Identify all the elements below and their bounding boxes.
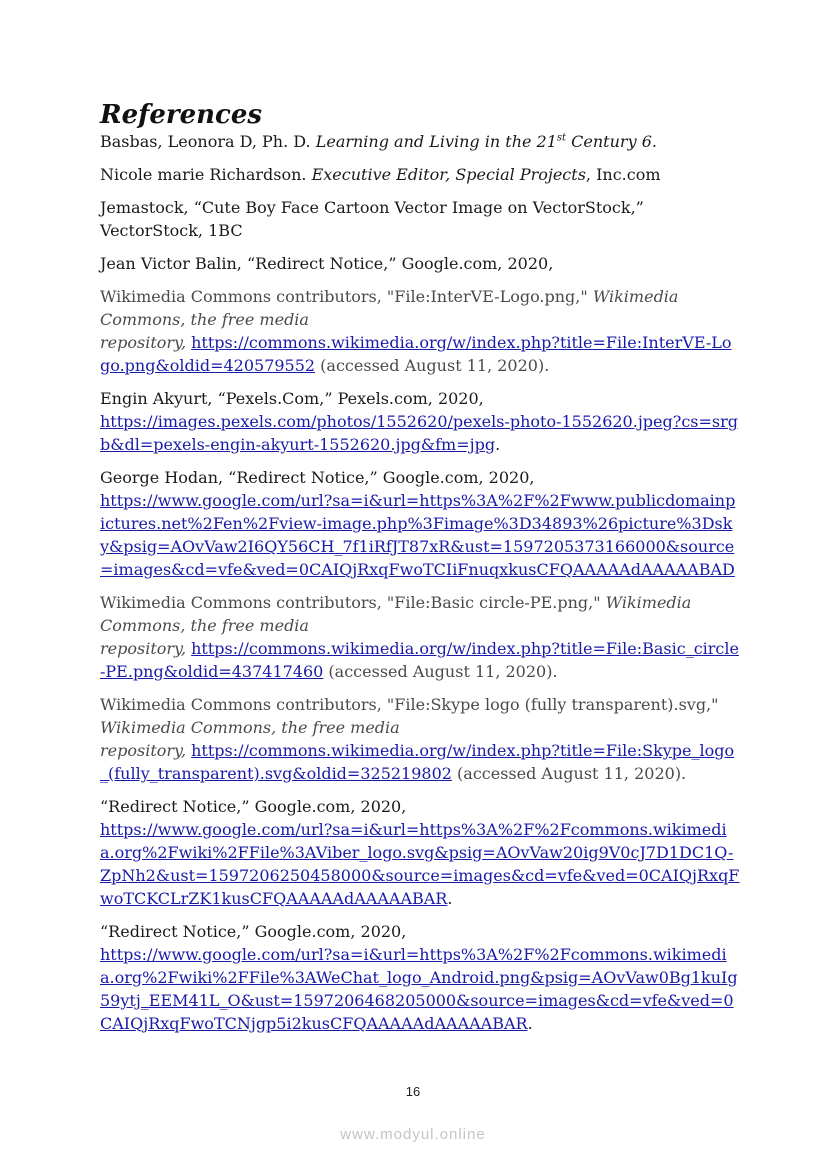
reference-item: George Hodan, “Redirect Notice,” Google.com, 2020, https://www.google.com/url?sa=i&url=https%3A%2F%2Fwww.publicdomainpictures.net%2Fen%2Fview-image.php%3Fimage%3D34893%26picture%3Dsky&psig=AOvVaw2I6QY56CH_7f1iRfJT87xR&ust=1597205373166000&source=images&cd=vfe&ved=0CAIQjRxqFwoTCIiFnuqxkusCFQAAAAAdAAAAABAD [100, 468, 736, 579]
reference-link[interactable]: https://www.google.com/url?sa=i&url=https%3A%2F%2Fwww.publicdomainpictures.net%2Fen%2Fview-image.php%3Fimage%3D34893%26picture%3Dsky&psig=AOvVaw2I6QY56CH_7f1iRfJT87xR&ust=1597205373166000&source=images&cd=vfe&ved=0CAIQjRxqFwoTCIiFnuqxkusCFQAAAAAdAAAAABAD [100, 491, 736, 579]
reference-item: “Redirect Notice,” Google.com, 2020, https://www.google.com/url?sa=i&url=https%3A%2F%2Fcommons.wikimedia.org%2Fwiki%2FFile%3AViber_logo.svg&psig=AOvVaw20ig9V0cJ7D1DC1Q-ZpNh2&ust=1597206250458000&source=images&cd=vfe&ved=0CAIQjRxqFwoTCKCLrZK1kusCFQAAAAAdAAAAABAR. [100, 797, 740, 908]
watermark: www.modyul.online [340, 1126, 486, 1143]
reference-link[interactable]: https://www.google.com/url?sa=i&url=https%3A%2F%2Fcommons.wikimedia.org%2Fwiki%2FFile%3AViber_logo.svg&psig=AOvVaw20ig9V0cJ7D1DC1Q-ZpNh2&ust=1597206250458000&source=images&cd=vfe&ved=0CAIQjRxqFwoTCKCLrZK1kusCFQAAAAAdAAAAABAR [100, 820, 740, 908]
reference-item: Nicole marie Richardson. Executive Editor, Special Projects, Inc.com [100, 165, 661, 184]
reference-item: Jemastock, “Cute Boy Face Cartoon Vector Image on VectorStock,” VectorStock, 1BC [100, 198, 644, 240]
reference-item: Engin Akyurt, “Pexels.Com,” Pexels.com, 2020, https://images.pexels.com/photos/1552620/pexels-photo-1552620.jpeg?cs=srgb&dl=pexels-engin-akyurt-1552620.jpg&fm=jpg. [100, 389, 738, 454]
reference-link[interactable]: https://commons.wikimedia.org/w/index.php?title=File:Skype_logo_(fully_transparent).svg&oldid=325219802 [100, 741, 735, 783]
reference-link[interactable]: https://commons.wikimedia.org/w/index.php?title=File:InterVE-Logo.png&oldid=420579552 [100, 333, 732, 375]
reference-item: Wikimedia Commons contributors, "File:InterVE-Logo.png," Wikimedia Commons, the free media repository, https://commons.wikimedia.org/w/index.php?title=File:InterVE-Logo.png&oldid=420579552 (accessed August 11, 2020). [100, 287, 732, 375]
reference-link[interactable]: https://commons.wikimedia.org/w/index.php?title=File:Basic_circle-PE.png&oldid=437417460 [100, 639, 739, 681]
references-heading: References [100, 100, 263, 130]
reference-item: Wikimedia Commons contributors, "File:Skype logo (fully transparent).svg," Wikimedia Commons, the free media repository, https://commons.wikimedia.org/w/index.php?title=File:Skype_logo_(fully_transparent).svg&oldid=325219802 (accessed August 11, 2020). [100, 695, 735, 783]
reference-item: “Redirect Notice,” Google.com, 2020, https://www.google.com/url?sa=i&url=https%3A%2F%2Fcommons.wikimedia.org%2Fwiki%2FFile%3AWeChat_logo_Android.png&psig=AOvVaw0Bg1kuIg59ytj_EEM41L_O&ust=1597206468205000&source=images&cd=vfe&ved=0CAIQjRxqFwoTCNjgp5i2kusCFQAAAAAdAAAAABAR. [100, 922, 738, 1033]
reference-item: Wikimedia Commons contributors, "File:Basic circle-PE.png," Wikimedia Commons, the free media repository, https://commons.wikimedia.org/w/index.php?title=File:Basic_circle-PE.png&oldid=437417460 (accessed August 11, 2020). [100, 593, 739, 681]
reference-link[interactable]: https://www.google.com/url?sa=i&url=https%3A%2F%2Fcommons.wikimedia.org%2Fwiki%2FFile%3AWeChat_logo_Android.png&psig=AOvVaw0Bg1kuIg59ytj_EEM41L_O&ust=1597206468205000&source=images&cd=vfe&ved=0CAIQjRxqFwoTCNjgp5i2kusCFQAAAAAdAAAAABAR [100, 945, 738, 1033]
references-page [100, 100, 740, 1045]
reference-item: Jean Victor Balin, “Redirect Notice,” Google.com, 2020, [100, 254, 554, 273]
page-number: 16 [405, 1084, 421, 1099]
reference-link[interactable]: https://images.pexels.com/photos/1552620/pexels-photo-1552620.jpeg?cs=srgb&dl=pexels-engin-akyurt-1552620.jpg&fm=jpg [100, 412, 738, 454]
reference-item: Basbas, Leonora D, Ph. D. Learning and Living in the 21st Century 6. [100, 132, 657, 151]
